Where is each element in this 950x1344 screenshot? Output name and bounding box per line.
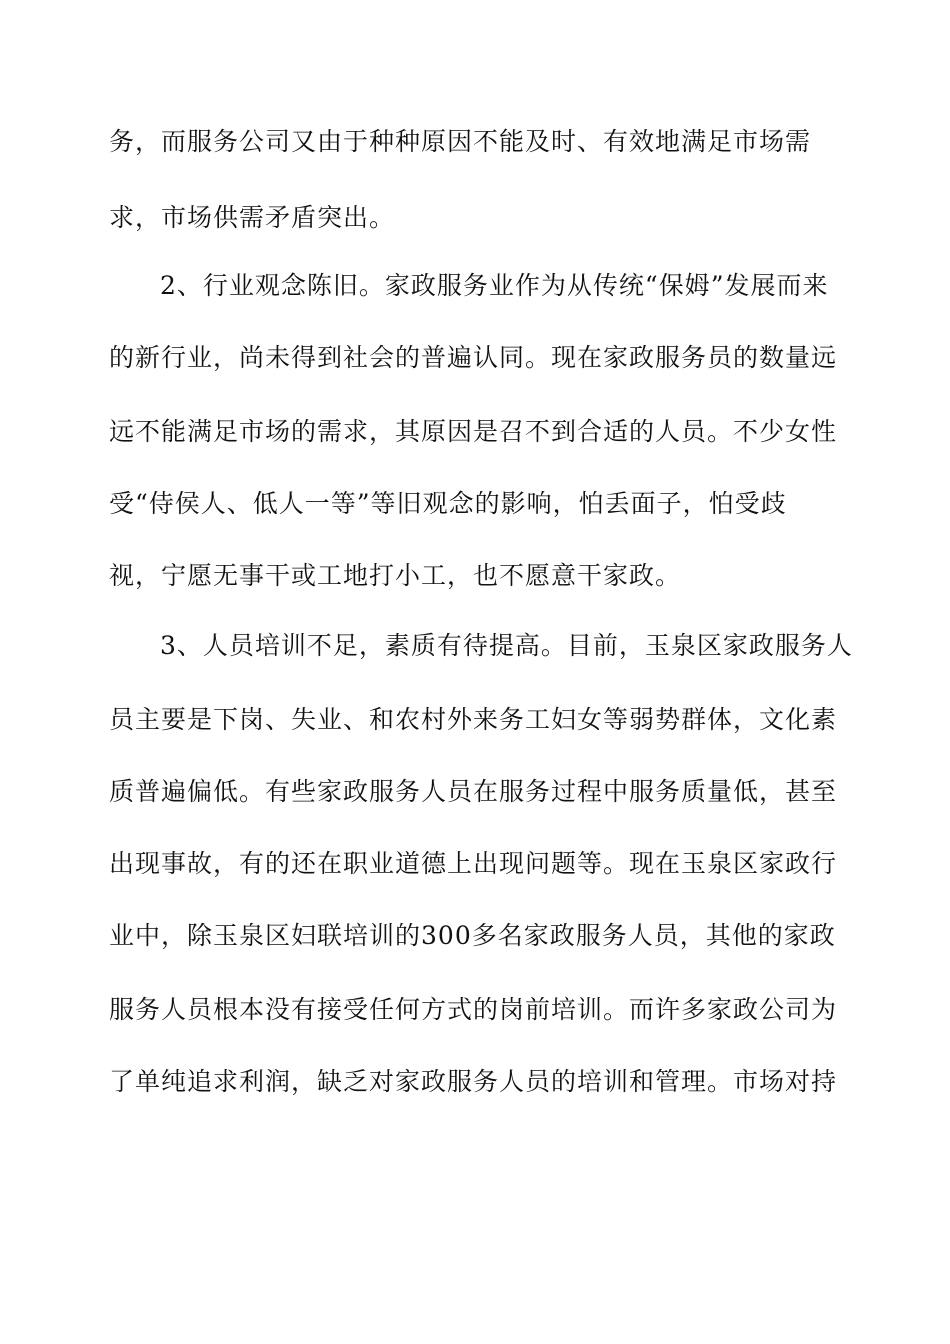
text-line: 受“侍侯人、低人一等”等旧观念的影响，怕丢面子，怕受歧 xyxy=(109,489,787,518)
text-line: 务，而服务公司又由于种种原因不能及时、有效地满足市场需 xyxy=(109,127,812,156)
paragraph-2-start: 2、行业观念陈旧。家政服务业作为从传统“保姆”发展而来 xyxy=(160,271,829,300)
paragraph-3-start: 3、人员培训不足，素质有待提高。目前，玉泉区家政服务人 xyxy=(160,631,853,660)
text-line: 质普遍偏低。有些家政服务人员在服务过程中服务质量低，甚至 xyxy=(109,777,838,806)
text-line: 了单纯追求利润，缺乏对家政服务人员的培训和管理。市场对持 xyxy=(109,1067,838,1096)
text-line: 业中，除玉泉区妇联培训的300多名家政服务人员，其他的家政 xyxy=(109,921,836,950)
text-line: 员主要是下岗、失业、和农村外来务工妇女等弱势群体，文化素 xyxy=(109,705,838,734)
text-line: 远不能满足市场的需求，其原因是召不到合适的人员。不少女性 xyxy=(109,417,838,446)
text-line: 求，市场供需矛盾突出。 xyxy=(109,203,396,232)
text-line: 出现事故，有的还在职业道德上出现问题等。现在玉泉区家政行 xyxy=(109,849,838,878)
text-line: 的新行业，尚未得到社会的普遍认同。现在家政服务员的数量远 xyxy=(109,343,838,372)
text-line: 服务人员根本没有接受任何方式的岗前培训。而许多家政公司为 xyxy=(109,995,838,1024)
text-line: 视，宁愿无事干或工地打小工，也不愿意干家政。 xyxy=(109,561,682,590)
